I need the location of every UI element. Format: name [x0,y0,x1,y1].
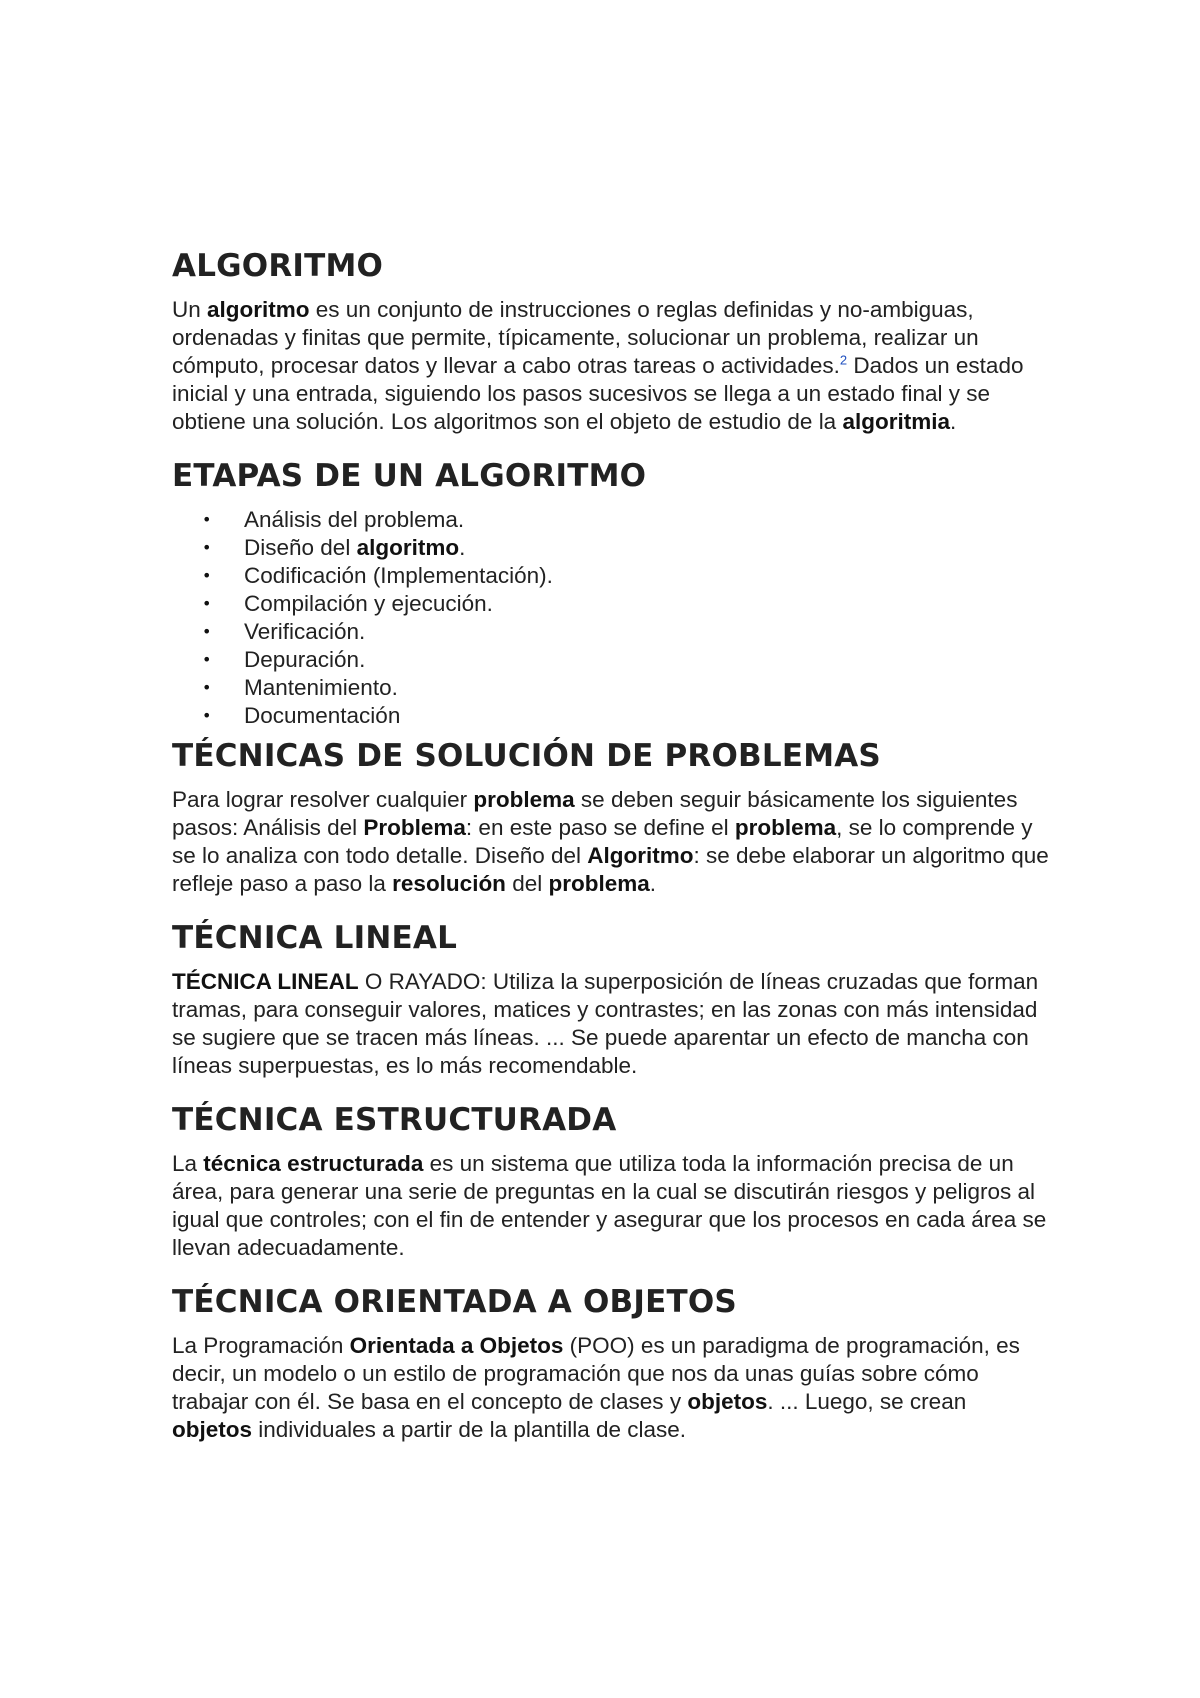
bold-term: algoritmia [842,409,950,434]
text-run: del [505,871,549,896]
document-page [172,248,1052,1466]
bullet-icon: • [202,622,212,641]
bold-term: Problema [363,815,466,840]
paragraph-tecnica-estructurada [172,1150,1052,1262]
text-run: O RAYADO: Utiliza la superposición de líneas cruzadas que forman tramas, para conseguir valores, matices y contrastes; en las zonas con más intensidad se sugiere que se tracen más líneas. ... Se puede aparentar un efecto de mancha con líneas superpuestas, es lo más recomendable. [172,969,1039,1078]
list-item [202,702,1052,730]
bullet-icon: • [202,678,212,697]
text-run: . [949,409,957,434]
text-run: . [649,871,657,896]
text-run: La Programación [172,1333,350,1358]
list-item [202,506,1052,534]
heading-algoritmo: ALGORITMO [172,248,384,284]
text-run: , se lo comprende y se lo analiza con todo detalle. Diseño del [172,815,1033,868]
list-item-text: Documentación [244,703,401,728]
text-run: . ... Luego, se crean [767,1389,967,1414]
list-item-text: Compilación y ejecución. [244,591,493,616]
list-item [202,534,1052,562]
heading-tecnica-objetos: TÉCNICA ORIENTADA A OBJETOS [172,1284,737,1320]
list-item [202,618,1052,646]
bold-term: problema [548,871,650,896]
bold-term: TÉCNICA LINEAL [172,969,359,994]
text-run: : en este paso se define el [465,815,735,840]
text-run: se deben seguir básicamente los siguientes pasos: Análisis del [172,787,1018,840]
text-run: es un sistema que utiliza toda la información precisa de un área, para generar una serie de preguntas en la cual se discutirán riesgos y peligros al igual que controles; con el fin de entender y asegurar que los procesos en cada área se llevan adecuadamente. [172,1151,1047,1260]
list-item-text: . [459,535,466,560]
bullet-icon: • [202,706,212,725]
paragraph-tecnica-objetos [172,1332,1052,1444]
list-item-text: Análisis del problema. [244,507,465,532]
list-item [202,562,1052,590]
bold-term: objetos [172,1417,253,1442]
text-run: La [172,1151,204,1176]
bullet-icon: • [202,566,212,585]
bold-term: resolución [392,871,506,896]
text-run: Un [172,297,208,322]
bold-term: Algoritmo [587,843,694,868]
bullet-icon: • [202,510,212,529]
bold-term: algoritmo [356,535,460,560]
heading-etapas: ETAPAS DE UN ALGORITMO [172,458,647,494]
heading-tecnica-lineal: TÉCNICA LINEAL [172,920,458,956]
bold-term: algoritmo [207,297,310,322]
text-run: : se debe elaborar un algoritmo que refleje paso a paso la [172,843,1049,896]
list-item-text: Verificación. [244,619,366,644]
paragraph-tecnica-lineal [172,968,1052,1080]
bullet-icon: • [202,538,212,557]
text-run: Para lograr resolver cualquier [172,787,474,812]
list-item [202,590,1052,618]
bullet-icon: • [202,594,212,613]
bold-term: Orientada a Objetos [349,1333,564,1358]
bold-term: técnica estructurada [203,1151,424,1176]
bold-term: objetos [687,1389,768,1414]
list-item-text: Codificación (Implementación). [244,563,553,588]
footnote-link[interactable]: 2 [839,352,848,368]
paragraph-tecnicas-solucion [172,786,1052,898]
etapas-list [172,506,1052,730]
bullet-icon: • [202,650,212,669]
text-run: (POO) es un paradigma de programación, es decir, un modelo o un estilo de programación que nos da unas guías sobre cómo trabajar con él. Se basa en el concepto de clases y [172,1333,1020,1414]
text-run: es un conjunto de instrucciones o reglas definidas y no-ambiguas, ordenadas y finitas que permite, típicamente, solucionar un problema, realizar un cómputo, procesar datos y llevar a cabo otras tareas o actividades. [172,297,979,378]
text-run: Dados un estado inicial y una entrada, siguiendo los pasos sucesivos se llega a un estado final y se obtiene una solución. Los algoritmos son el objeto de estudio de la [172,353,1024,434]
list-item-text: Depuración. [244,647,366,672]
list-item [202,674,1052,702]
heading-tecnica-estructurada: TÉCNICA ESTRUCTURADA [172,1102,617,1138]
text-run: individuales a partir de la plantilla de clase. [252,1417,687,1442]
paragraph-algoritmo [172,296,1052,436]
list-item-text: Diseño del [244,535,357,560]
list-item-text: Mantenimiento. [244,675,398,700]
heading-tecnicas-solucion: TÉCNICAS DE SOLUCIÓN DE PROBLEMAS [172,738,881,774]
list-item [202,646,1052,674]
bold-term: problema [734,815,837,840]
bold-term: problema [473,787,575,812]
